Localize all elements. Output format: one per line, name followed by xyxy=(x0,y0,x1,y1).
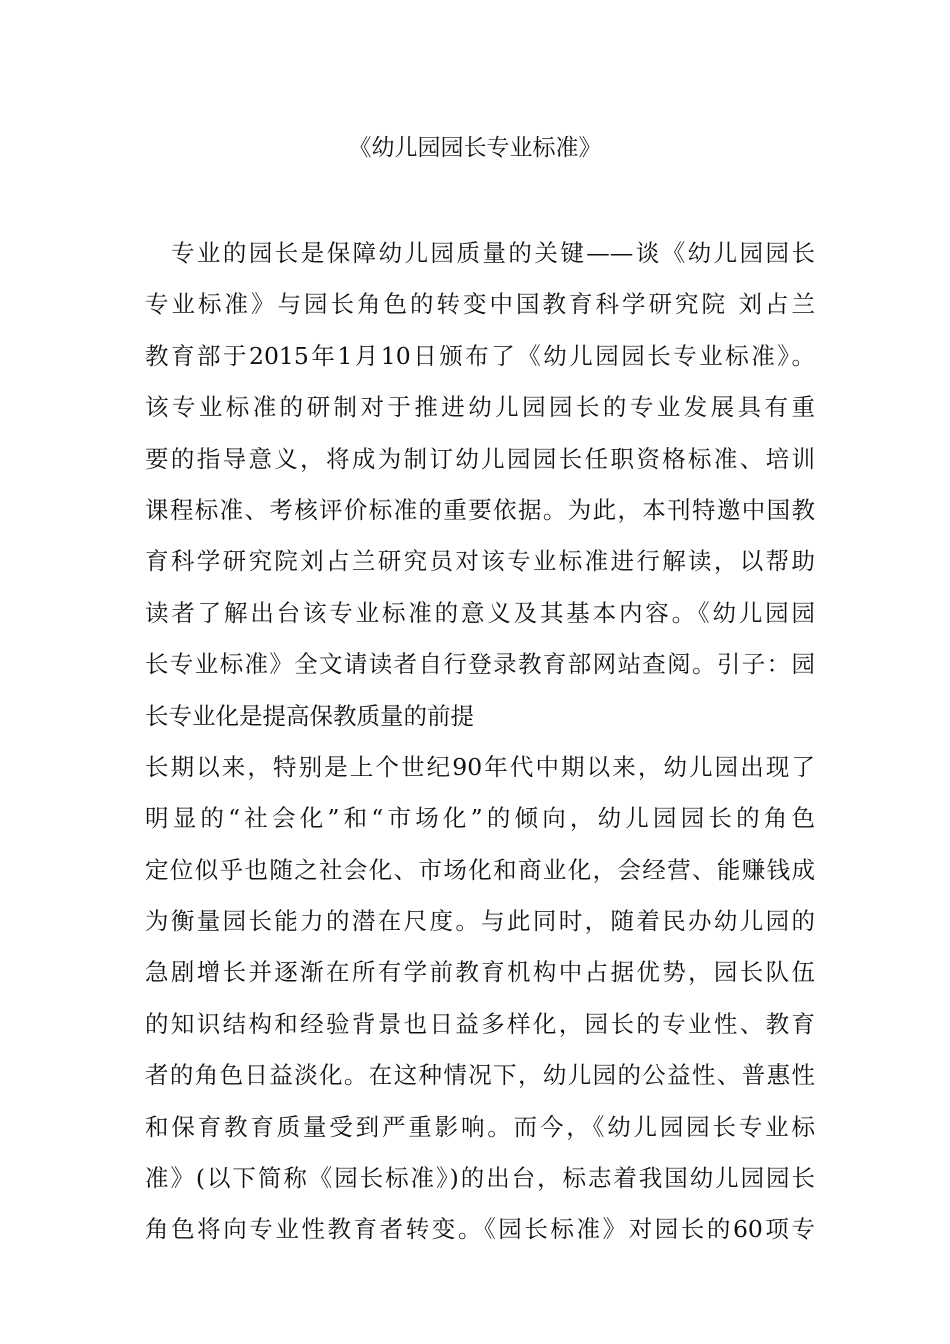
text-line: 长期以来，特别是上个世纪90年代中期以来，幼儿园出现了 xyxy=(145,752,815,781)
text-line: 角色将向专业性教育者转变。《园长标准》对园长的60项专 xyxy=(145,1215,815,1244)
text-line: 教育部于2015年1月10日颁布了《幼儿园园长专业标准》。 xyxy=(145,341,815,370)
text-line: 课程标准、考核评价标准的重要依据。为此，本刊特邀中国教 xyxy=(145,495,815,524)
text-line: 读者了解出台该专业标准的意义及其基本内容。《幼儿园园 xyxy=(145,598,815,627)
document-body xyxy=(145,228,815,1256)
text-line: 专业的园长是保障幼儿园质量的关键——谈《幼儿园园长 xyxy=(145,239,815,267)
text-line: 定位似乎也随之社会化、市场化和商业化，会经营、能赚钱成 xyxy=(145,855,815,884)
text-line: 长专业标准》全文请读者自行登录教育部网站查阅。引子：园 xyxy=(145,650,815,679)
text-line: 急剧增长并逐渐在所有学前教育机构中占据优势，园长队伍 xyxy=(145,958,815,987)
text-line: 准》(以下简称《园长标准》)的出台，标志着我国幼儿园园长 xyxy=(145,1164,815,1193)
text-line: 专业标准》与园长角色的转变中国教育科学研究院 刘占兰 xyxy=(145,290,815,319)
text-line: 和保育教育质量受到严重影响。而今，《幼儿园园长专业标 xyxy=(145,1112,815,1141)
text-line: 育科学研究院刘占兰研究员对该专业标准进行解读，以帮助 xyxy=(145,547,815,576)
text-line: 为衡量园长能力的潜在尺度。与此同时，随着民办幼儿园的 xyxy=(145,907,815,936)
text-line: 者的角色日益淡化。在这种情况下，幼儿园的公益性、普惠性 xyxy=(145,1061,815,1090)
text-line: 明显的“社会化”和“市场化”的倾向，幼儿园园长的角色 xyxy=(145,804,815,833)
document-title: 《幼儿园园长专业标准》 xyxy=(348,135,602,161)
text-line: 该专业标准的研制对于推进幼儿园园长的专业发展具有重 xyxy=(145,393,815,422)
text-line: 长专业化是提高保教质量的前提 xyxy=(145,701,474,730)
text-line: 的知识结构和经验背景也日益多样化，园长的专业性、教育 xyxy=(145,1009,815,1038)
text-line: 要的指导意义，将成为制订幼儿园园长任职资格标准、培训 xyxy=(145,444,815,473)
